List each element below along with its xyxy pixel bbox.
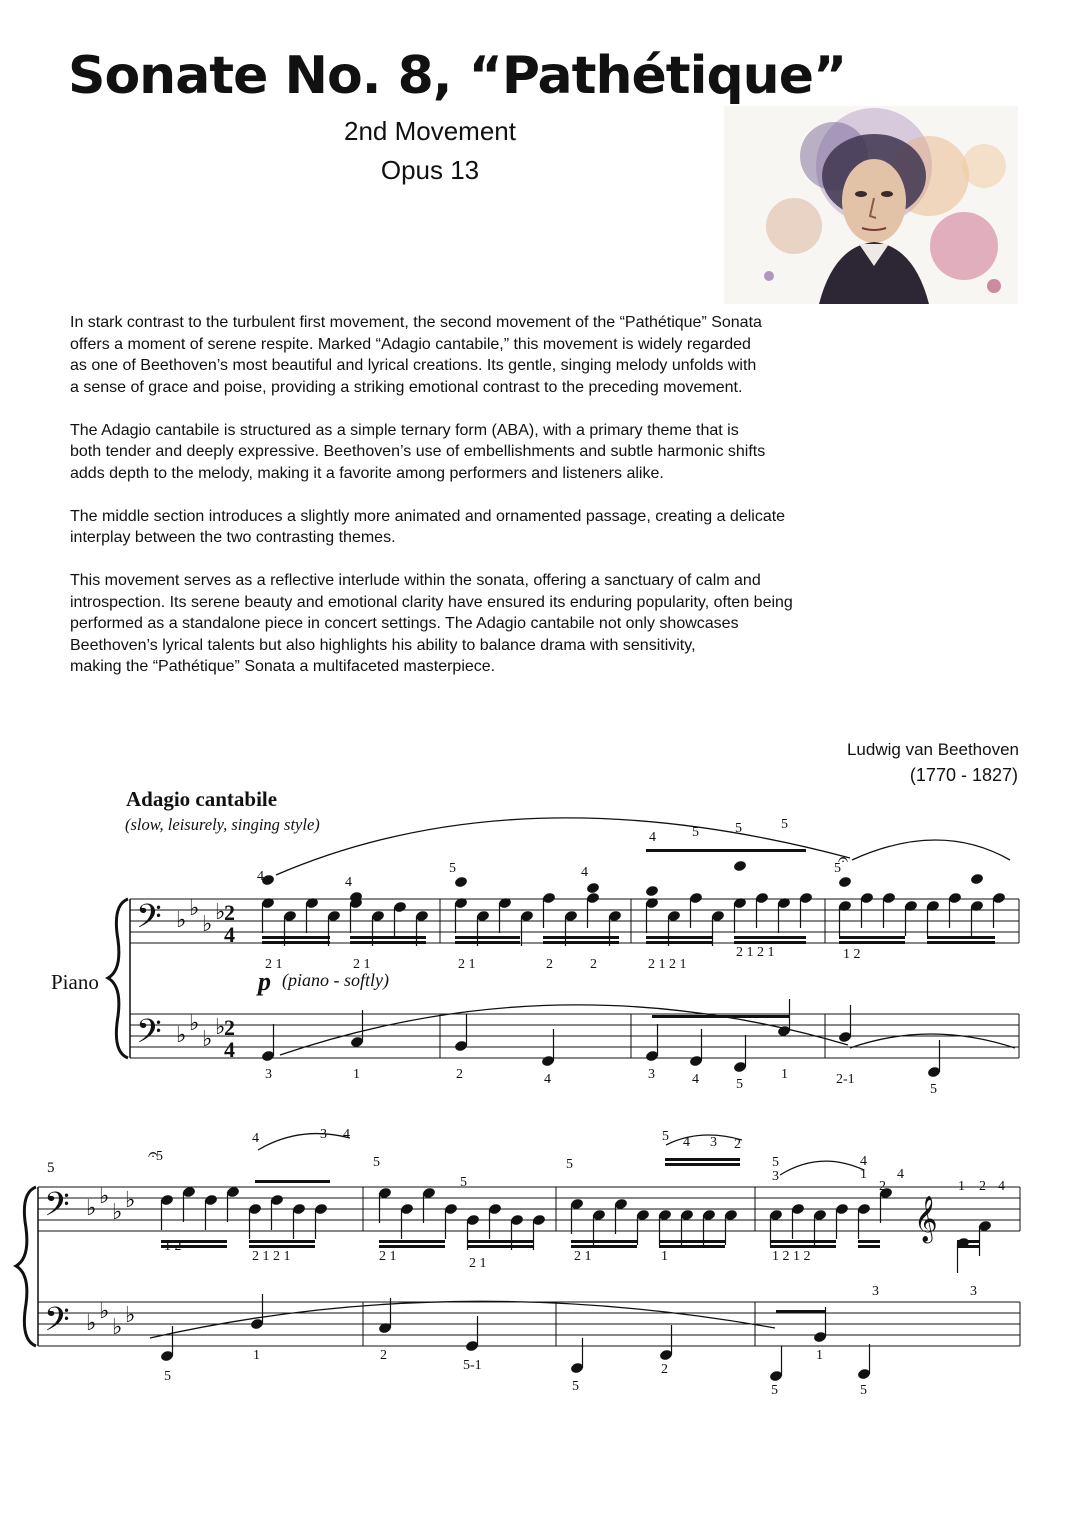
barlines (38, 1187, 1020, 1346)
fingering-number: 2 (734, 1137, 741, 1152)
barlines (130, 899, 1019, 1058)
note-beam (734, 936, 806, 939)
flat-icon: ♭ (99, 1184, 110, 1209)
fingering-number: 1 (253, 1348, 260, 1363)
fingering-number: 5 (772, 1155, 779, 1170)
note-beam (665, 1163, 740, 1166)
fingering-number: 5 (449, 861, 456, 876)
note-beam (467, 1245, 533, 1248)
note-beam (467, 1240, 533, 1243)
fingering-number: 4 (544, 1072, 551, 1087)
fingering-number: 1 2 (843, 947, 861, 962)
fingering-number: 2 1 2 1 (648, 957, 687, 972)
fingering-number: 5 (373, 1155, 380, 1170)
tempo-translation: (slow, leisurely, singing style) (125, 815, 320, 834)
note-head (586, 882, 600, 895)
opus-subtitle: Opus 13 (380, 155, 480, 185)
fingering-number: 2 1 (379, 1249, 397, 1264)
note-beam (262, 941, 330, 944)
dynamic-translation: (piano - softly) (282, 970, 389, 990)
fingering-number: 5 (572, 1379, 579, 1394)
note-beam (350, 941, 426, 944)
tempo-marking: Adagio cantabile (126, 787, 278, 811)
note-beam (659, 1245, 725, 1248)
fingering-number: 2 (456, 1067, 463, 1082)
fingering-number: 3 (772, 1169, 779, 1184)
fingering-number: 5 (156, 1149, 163, 1164)
fingering-number: 2 1 (469, 1256, 487, 1271)
page-title: Sonate No. 8, “Pathétique” (68, 46, 847, 106)
fingering-number: 5 (692, 825, 699, 840)
note-beam (927, 941, 995, 944)
note-beam (770, 1245, 836, 1248)
fingering-number: 1 (353, 1067, 360, 1082)
fingering-number: 2 1 (265, 957, 283, 972)
flat-icon: ♭ (86, 1311, 97, 1336)
flat-icon: ♭ (215, 900, 226, 925)
fingering-number: 4 (649, 830, 656, 845)
fingering-number: 5 (834, 861, 841, 876)
intro-paragraph: In stark contrast to the turbulent first movement, the second movement of the “Pathétique” Sonata offers a moment of serene respite. Marked “Adagio cantabile,” this movement is widely regarded as one of Beethoven’s most beautiful and lyrical creations. Its gentle, singing melody unfolds with a sense of grace and poise, providing a striking emotional contrast to the preceding movement. (70, 314, 762, 396)
brace-icon (108, 899, 128, 1058)
fingering-number: 1 (860, 1167, 867, 1182)
fingering-number: 2 (979, 1179, 986, 1194)
note-beam (770, 1240, 836, 1243)
time-signature-bottom: 4 (224, 1037, 235, 1062)
fingering-number: 1 (781, 1067, 788, 1082)
fingering-number: 1 2 (164, 1239, 182, 1254)
fingering-number: 2 1 2 1 (736, 945, 775, 960)
fingering-number: 3 (648, 1067, 655, 1082)
fingering-number: 4 (897, 1167, 904, 1182)
fingering-number: 3 (320, 1127, 327, 1142)
fingering-number: 5 (164, 1369, 171, 1384)
clefs-and-keys (136, 896, 235, 1062)
note-beam (646, 936, 712, 939)
time-signature-bottom: 4 (224, 922, 235, 947)
fingering-number: 2 (661, 1362, 668, 1377)
intro-paragraph: This movement serves as a reflective interlude within the sonata, offering a sanctuary of calm and introspection. Its serene beauty and emotional clarity have ensured its enduring popularity, often being performed as a standalone piece in concert settings. The Adagio cantabile not only showcases Beethoven’s lyrical talents but also highlights his ability to balance drama with sensitivity, making the “Pathétique” Sonata a multifaceted masterpiece. (70, 572, 793, 675)
bass-staff-lines (38, 1302, 1020, 1346)
system-2-staves (38, 1187, 1020, 1346)
fingering-number: 2 (879, 1179, 886, 1194)
note-beam (839, 936, 905, 939)
fingering-number: 1 (816, 1348, 823, 1363)
fingering-number: 5 (662, 1129, 669, 1144)
fingering-number: 4 (998, 1179, 1005, 1194)
fingering-number: 2 (546, 957, 553, 972)
note-beam (543, 936, 619, 939)
flat-icon: ♭ (125, 1188, 136, 1213)
fermata-icon: 𝄐 (148, 1144, 159, 1165)
note-beam (571, 1245, 637, 1248)
fingering-number: 2 1 2 1 (252, 1249, 291, 1264)
fingering-number: 4 (257, 869, 264, 884)
note-beam (379, 1240, 445, 1243)
flat-icon: ♭ (189, 896, 200, 921)
phrase-slurs (150, 1134, 864, 1338)
fingering-number: 5 (735, 821, 742, 836)
measure-number: 5 (47, 1160, 55, 1176)
fingering-number: 2 1 (458, 957, 476, 972)
note-beam (455, 941, 520, 944)
note-beam (858, 1240, 880, 1243)
fingering-number: 2 1 (574, 1249, 592, 1264)
fermata-icon: 𝄐 (838, 849, 849, 870)
fingering-number: 5 (781, 817, 788, 832)
note-beam (262, 936, 330, 939)
note-beam (858, 1245, 880, 1248)
fingering-number: 1 2 1 2 (772, 1249, 811, 1264)
note-beam (957, 1240, 979, 1243)
note-beam (652, 1015, 790, 1018)
dynamic-marking: p (258, 967, 271, 996)
flat-icon: ♭ (202, 1027, 213, 1052)
note-beam (646, 941, 712, 944)
flat-icon: ♭ (99, 1299, 110, 1324)
fingering-number: 5 (566, 1157, 573, 1172)
composer-dates: (1770 - 1827) (909, 765, 1018, 785)
composer-name: Ludwig van Beethoven (846, 740, 1019, 759)
flat-icon: ♭ (176, 908, 187, 933)
fingering-number: 5 (771, 1383, 778, 1398)
note-head (645, 885, 659, 898)
note-beam (927, 936, 995, 939)
time-signature-top: 2 (224, 900, 235, 925)
bass-clef-icon: 𝄢 (44, 1301, 70, 1347)
note-beam (455, 936, 520, 939)
note-beam (543, 941, 619, 944)
movement-subtitle: 2nd Movement (344, 116, 516, 146)
fingering-number: 4 (692, 1072, 699, 1087)
bass-clef-icon: 𝄢 (136, 898, 162, 944)
bass-clef-icon: 𝄢 (44, 1186, 70, 1232)
fingering-number: 2 (590, 957, 597, 972)
fingering-number: 4 (252, 1131, 259, 1146)
note-beam (249, 1240, 315, 1243)
note-beam (571, 1240, 637, 1243)
bass-clef-icon: 𝄢 (136, 1013, 162, 1059)
brace-icon (16, 1187, 36, 1346)
note-beam (646, 849, 806, 852)
note-beam (776, 1310, 826, 1313)
note-head (970, 873, 984, 886)
note-beam (839, 941, 905, 944)
flat-icon: ♭ (112, 1315, 123, 1340)
flat-icon: ♭ (112, 1200, 123, 1225)
fingering-number: 3 (970, 1284, 977, 1299)
note-beam (249, 1245, 315, 1248)
fingering-number: 5 (736, 1077, 743, 1092)
note-beam (350, 936, 426, 939)
note-head (733, 860, 747, 873)
fingering-number: 4 (683, 1135, 690, 1150)
note-beam (665, 1158, 740, 1161)
flat-icon: ♭ (125, 1303, 136, 1328)
fingering-number: 4 (860, 1154, 867, 1169)
fingering-number: 5 (930, 1082, 937, 1097)
note-head (454, 876, 468, 889)
fingering-number: 2-1 (836, 1072, 855, 1087)
intro-paragraph: The middle section introduces a slightly more animated and ornamented passage, creating a delicate interplay between the two contrasting themes. (70, 507, 786, 546)
flat-icon: ♭ (215, 1015, 226, 1040)
note-head (838, 876, 852, 889)
intro-paragraph: The Adagio cantabile is structured as a simple ternary form (ABA), with a primary theme that is both tender and deeply expressive. Beethoven’s use of embellishments and subtle harmonic shifts adds depth to the melody, making it a favorite among performers and listeners alike. (70, 421, 766, 482)
fingering-number: 1 (661, 1249, 668, 1264)
note-beam (255, 1180, 330, 1183)
fingering-number: 5 (460, 1175, 467, 1190)
flat-icon: ♭ (189, 1011, 200, 1036)
treble-clef-icon: 𝄞 (914, 1196, 938, 1242)
fingering-number: 4 (343, 1127, 350, 1142)
flat-icon: ♭ (202, 912, 213, 937)
time-signature-top: 2 (224, 1015, 235, 1040)
system-1-staves (130, 899, 1019, 1058)
fingering-number: 3 (265, 1067, 272, 1082)
fingering-number: 3 (710, 1135, 717, 1150)
flat-icon: ♭ (86, 1196, 97, 1221)
note-beam (659, 1240, 725, 1243)
flat-icon: ♭ (176, 1023, 187, 1048)
fingering-number: 1 (958, 1179, 965, 1194)
note-layer (156, 817, 1006, 1398)
note-beam (734, 941, 806, 944)
note-beam (957, 1245, 979, 1248)
note-beam (379, 1245, 445, 1248)
fingering-number: 4 (345, 875, 352, 890)
fingering-number: 5-1 (463, 1358, 482, 1373)
fingering-number: 4 (581, 865, 588, 880)
fingering-number: 5 (860, 1383, 867, 1398)
fingering-number: 2 1 (353, 957, 371, 972)
instrument-label: Piano (51, 970, 99, 994)
fingering-number: 3 (872, 1284, 879, 1299)
fingering-number: 2 (380, 1348, 387, 1363)
bass-staff-lines (130, 1014, 1019, 1058)
